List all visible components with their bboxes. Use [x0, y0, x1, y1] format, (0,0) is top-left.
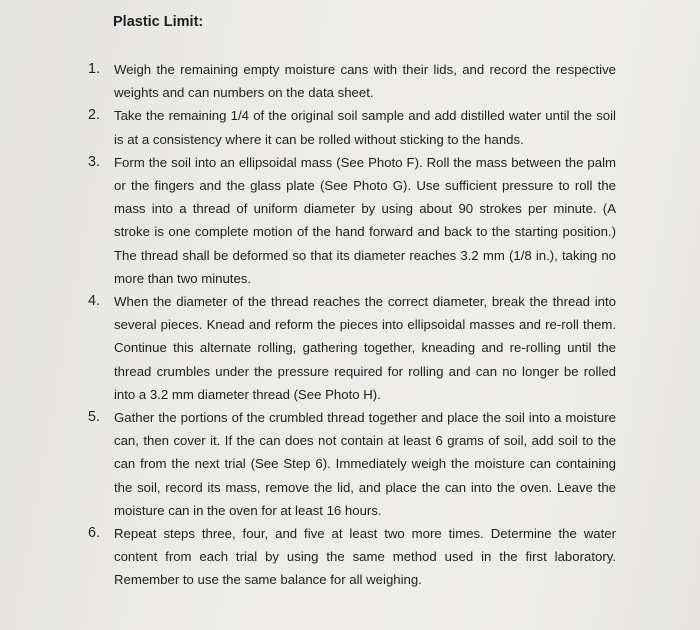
step-text: When the diameter of the thread reaches the correct diameter, break the thread into several pieces. Knead and reform the pieces into ellipsoidal masses and re-roll them. Continue this alternate rolling, gathering together, kneading and re-rolling until the thread crumbles under the pressure required for rolling and can no longer be rolled into a 3.2 mm diameter thread (See Photo H).: [114, 294, 616, 402]
document-title: Plastic Limit:: [113, 14, 204, 30]
procedure-step-6: [88, 522, 616, 592]
step-text: Weigh the remaining empty moisture cans with their lids, and record the respective weights and can numbers on the data sheet.: [114, 62, 616, 101]
procedure-step-2: [88, 104, 616, 150]
procedure-steps-list: [88, 58, 616, 592]
step-number: 5.: [88, 409, 100, 426]
step-text: Repeat steps three, four, and five at least two more times. Determine the water content from each trial by using the same method used in the first laboratory. Remember to use the same balance for all weighing.: [114, 526, 616, 588]
step-number: 1.: [88, 61, 100, 77]
procedure-step-4: [88, 290, 616, 406]
step-text: Take the remaining 1/4 of the original soil sample and add distilled water until the soil is at a consistency where it can be rolled without sticking to the hands.: [114, 108, 616, 147]
step-text: Form the soil into an ellipsoidal mass (See Photo F). Roll the mass between the palm or the fingers and the glass plate (See Photo G). Use sufficient pressure to roll the mass into a thread of uniform diameter by using about 90 strokes per minute. (A stroke is one complete motion of the hand forward and back to the starting position.) The thread shall be deformed so that its diameter reaches 3.2 mm (1/8 in.), taking no more than two minutes.: [114, 154, 616, 286]
procedure-step-3: [88, 151, 616, 290]
procedure-step-1: [88, 58, 616, 104]
procedure-step-5: [88, 406, 616, 522]
step-number: 4.: [88, 293, 100, 310]
step-text: Gather the portions of the crumbled thread together and place the soil into a moisture can, then cover it. If the can does not contain at least 6 grams of soil, add soil to the can from the next trial (See Step 6). Immediately weigh the moisture can containing the soil, record its mass, remove the lid, and place the can into the oven. Leave the moisture can in the oven for at least 16 hours.: [114, 410, 616, 518]
step-number: 2.: [88, 107, 100, 124]
step-number: 6.: [88, 525, 100, 542]
step-number: 3.: [88, 153, 100, 170]
